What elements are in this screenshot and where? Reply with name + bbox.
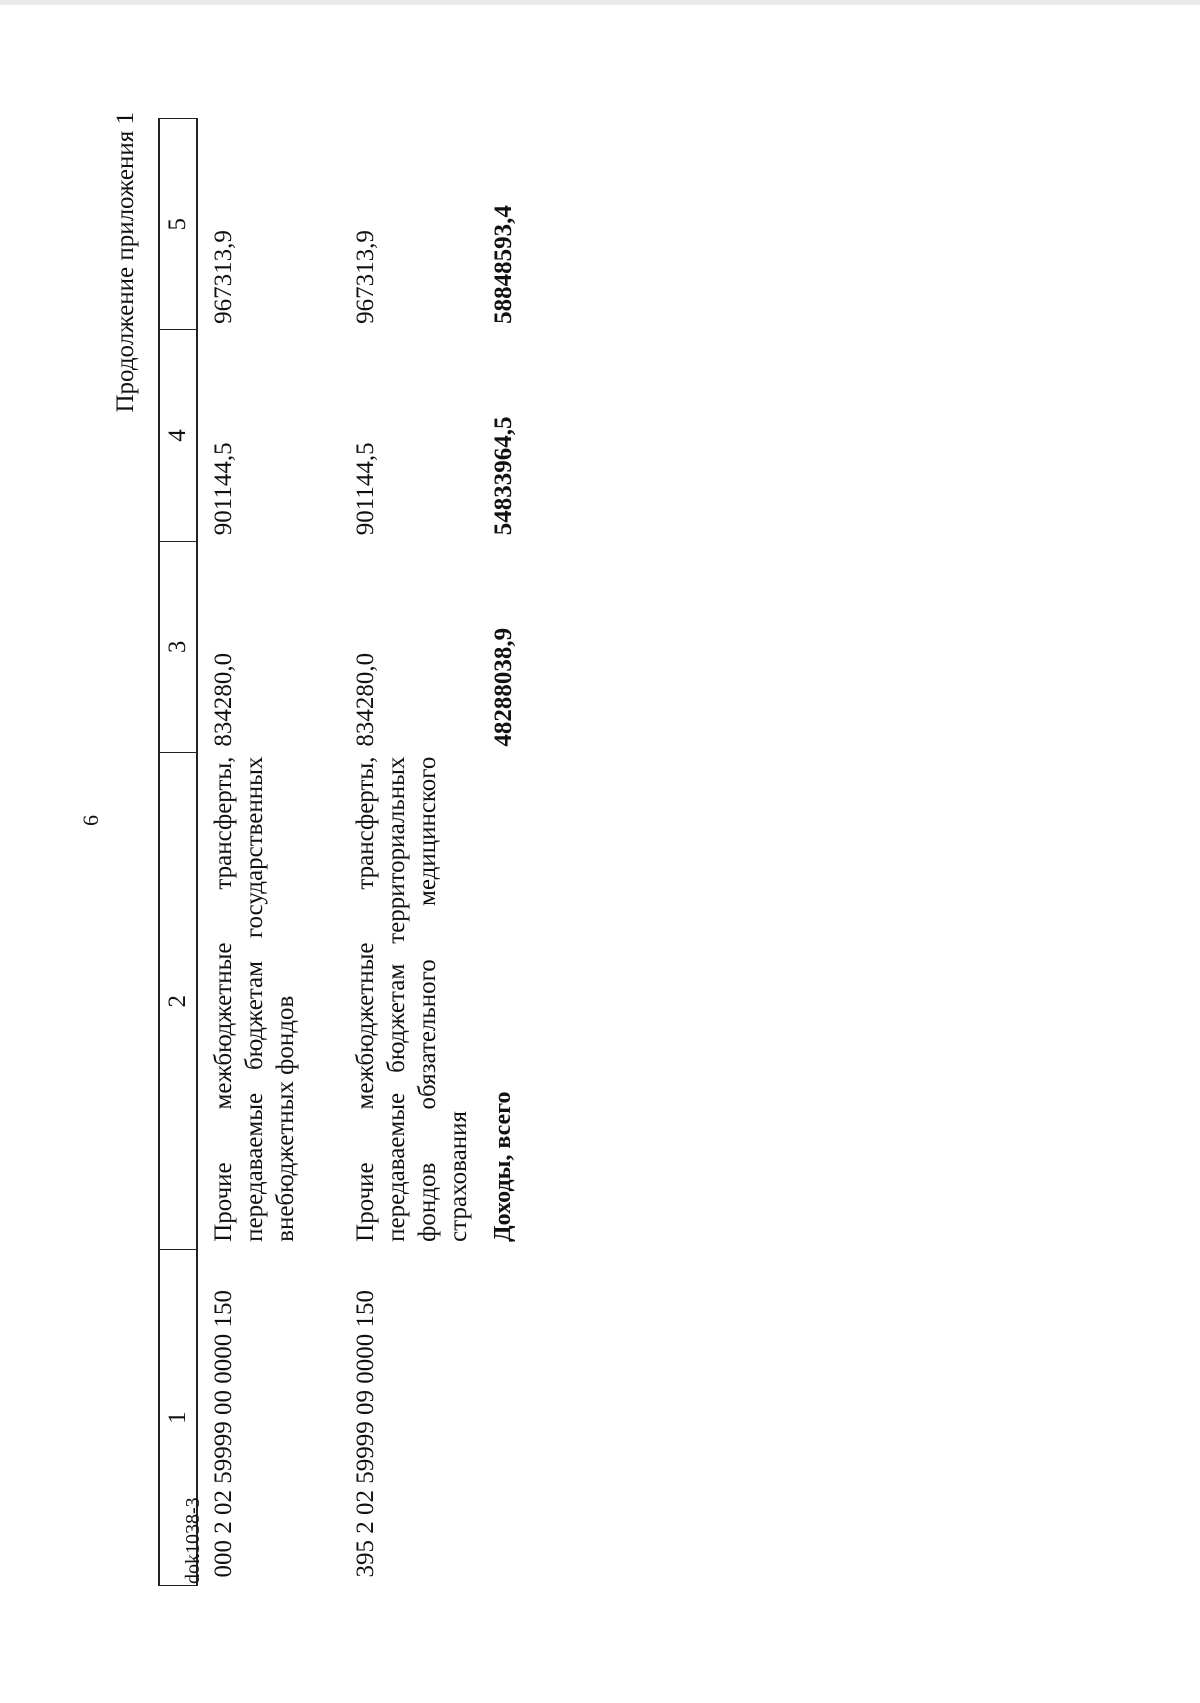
total-col3: 48288038,9 (490, 627, 517, 747)
page-number: 6 (78, 815, 103, 826)
revenue-table (158, 118, 519, 1586)
revenue-description: Прочие межбюджетные трансферты, передаваемые бюджетам государственных внебюджетных фондов (210, 756, 299, 1242)
total-code-cell (482, 1250, 519, 1586)
rotated-page-content (112, 90, 640, 1610)
scan-edge (0, 0, 1200, 5)
column-number-row (159, 119, 197, 1586)
budget-code: 395 2 02 59999 09 0000 150 (352, 1290, 379, 1578)
document-code: dok1038-3 (182, 1497, 204, 1584)
value-col5: 967313,9 (210, 230, 237, 324)
total-label: Доходы, всего (490, 1091, 516, 1242)
value-col4: 901144,5 (210, 442, 237, 536)
value-col5: 967313,9 (352, 230, 379, 324)
total-col5: 58848593,4 (490, 205, 517, 324)
column-header: 4 (159, 330, 197, 541)
column-header: 1 (159, 1250, 197, 1586)
column-header: 2 (159, 753, 197, 1250)
value-col4: 901144,5 (352, 442, 379, 536)
total-col4: 54833964,5 (490, 416, 517, 536)
column-header: 5 (159, 119, 197, 330)
column-header: 3 (159, 541, 197, 752)
table-row (197, 119, 340, 1586)
table-row (340, 119, 482, 1586)
total-row (482, 119, 519, 1586)
appendix-note: Продолжение приложения 1 (112, 112, 139, 413)
value-col3: 834280,0 (210, 652, 237, 747)
value-col3: 834280,0 (352, 652, 379, 747)
budget-code: 000 2 02 59999 00 0000 150 (210, 1290, 237, 1578)
revenue-description: Прочие межбюджетные трансферты, передаваемые бюджетам территориальных фондов обязательного медицинского страхования (352, 756, 472, 1242)
